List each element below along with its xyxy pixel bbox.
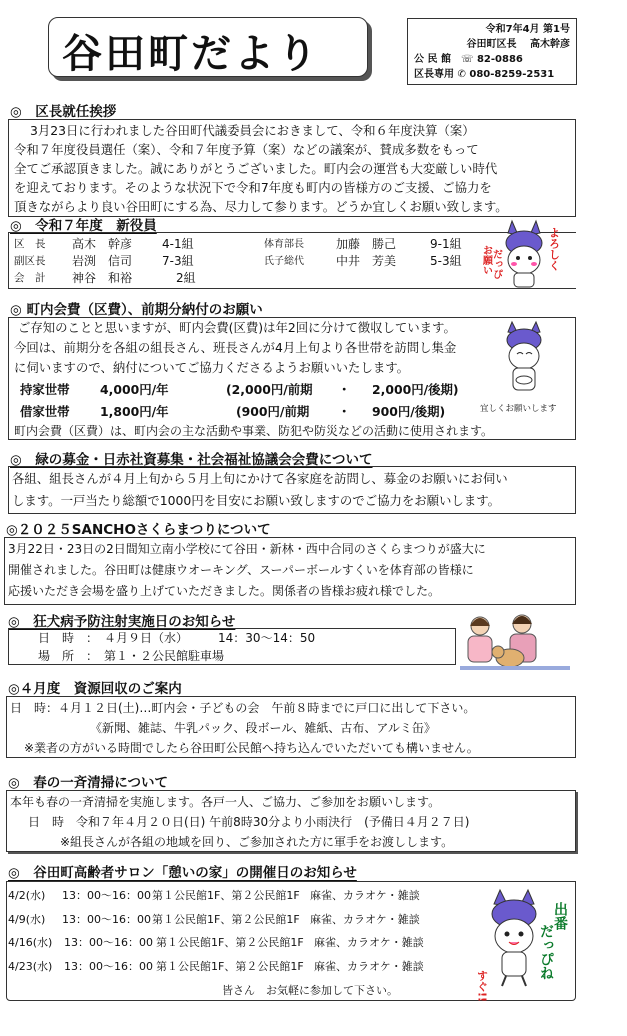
mascot-caption: 宜しくお願いします [480,404,557,414]
salon-row: 4/9(水) 13：00〜16：00 第１公民館1F、第２公民館1F 麻雀、カラオケ・雑談 [8,912,420,926]
officers-heading: ◎ 令和７年度 新役員 [10,218,157,234]
svg-text:すぐ!!: すぐ!! [475,970,489,1003]
cleanup-heading: ◎ 春の一斉清掃について [8,775,169,791]
hall-phone: 82-0886 [476,54,523,65]
salon-table [8,884,424,978]
issue-author: 谷田町区長 高木幹彦 [466,39,570,50]
chief-phone: 080-8259-2531 [469,69,555,80]
chief-phone-line [414,67,570,82]
officers-right: 体育部長 加藤 勝己 9-1組 氏子総代 中井 芳美 5-3組 [264,237,462,268]
salon-footer: 皆さん お気軽に参加して下さい。 [222,984,398,997]
hall-phone-line [414,52,570,67]
svg-text:よろしく: よろしく [547,227,561,271]
fee-row-renter: 借家世帯 1,800円/年 (900円/前期 ・ 900円/後期) [20,404,446,419]
recycle-text: 日 時：４月１２日(土)…町内会・子どもの会 午前８時までに戸口に出して下さい。 《新聞、雑誌、牛乳パック、段ボール、雑紙、古布、アルミ缶》 ※業者の方がいる時間でしたら谷田町公民館へ持ち込んでいただいても構いません。 [10,701,479,755]
fee-note: 町内会費（区費）は、町内会の主な活動や事業、防犯や防災などの活動に使用されます。 [14,424,494,438]
salon-row: 4/16(水) 13：00〜16：00 第１公民館1F、第２公民館1F 麻雀、カラオケ・雑談 [8,936,424,949]
mobile-icon: ✆ [457,69,466,80]
donation-heading: ◎ 緑の募金・日赤社資募集・社会福祉協議会会費について [10,452,373,468]
greeting-heading: ◎ 区長就任挨拶 [10,104,117,120]
issue-number: 令和7年4月 第1号 [485,24,570,35]
dog-vet-image [460,612,570,674]
phone-icon: ☏ [460,54,474,65]
officers-left: 区 長 高木 幹彦 4-1組 副区長 岩渕 信司 7-3組 会 計 神谷 和裕 2組 [14,237,196,285]
rabies-heading: ◎ 狂犬病予防注射実施日のお知らせ [8,614,236,630]
svg-text:だっぴね: だっぴね [538,924,554,980]
sakura-heading: ◎２０２５SANCHOさくらまつりについて [6,522,271,538]
fee-heading: ◎ 町内会費（区費）、前期分納付のお願い [10,302,263,318]
mascot-go-image [475,884,576,1003]
svg-text:だっぴ: だっぴ [490,249,502,279]
mascot-image [474,215,574,290]
mascot-bowing-image [494,318,554,398]
svg-text:出番: 出番 [552,902,568,930]
hall-label: 公 民 館 [414,54,451,65]
greeting-text: 3月23日に行われました谷田町代議委員会におきまして、令和６年度決算（案） 令和７年度役員選任（案）、令和７年度予算（案）などの議案が、賛成多数をもって 全てご承認頂きました。誠にありがとうございました。町内会の運営も大変厳しい時代 を迎えております。そのような状況下で令和7年度も町内の皆様方のご支援、ご協力を 頂きながらより良い谷田町にする為、尽力して参ります。どうか宜しくお願い致します。 [14,123,508,214]
donation-text: 各組、組長さんが４月上旬から５月上旬にかけて各家庭を訪問し、募金のお願いにお伺い します。一戸当たり総額で1000円を目安にお願い致しますのでご協力をお願いします。 [12,471,508,508]
salon-heading: ◎ 谷田町高齢者サロン「憩いの家」の開催日のお知らせ [8,865,357,881]
chief-label: 区長専用 [414,69,454,80]
svg-text:お願い: お願い [480,245,492,275]
fee-table [20,379,459,423]
cleanup-text: 本年も春の一斉清掃を実施します。各戸一人、ご協力、ご参加をお願いします。 日 時 令和７年４月２０日(日) 午前8時30分より小雨決行 (予備日４月２７日) ※組長さんが各組の地域を回り、ご参加された方に軍手をお渡しします。 [10,795,470,849]
fee-row-owner: 持家世帯 4,000円/年 (2,000円/前期 ・ 2,000円/後期) [20,382,459,397]
recycle-heading: ◎４月度 資源回収のご案内 [8,681,182,697]
fee-text: ご存知のことと思いますが、町内会費(区費)は年2回に分けて徴収しています。 今回は、前期分を各組の組長さん、班長さんが4月上旬より各世帯を訪問し集金 に伺いますので、納付についてご協力くださるようお願いいたします。 [14,320,457,375]
salon-row: 4/23(水) 13：00〜16：00 第１公民館1F、第２公民館1F 麻雀、カラオケ・雑談 [8,959,424,973]
newsletter-title: 谷田町だより [62,31,320,77]
issue-info-box [407,18,577,85]
salon-row: 4/2(水) 13：00〜16：00 第１公民館1F、第２公民館1F 麻雀、カラオケ・雑談 [8,889,420,902]
rabies-text: 日 時 ： ４月９日（水） 14：30〜14：50 場 所 ： 第１・２公民館駐車場 [38,631,316,663]
sakura-text: 3月22日・23日の2日間知立南小学校にて谷田・新林・西中合同のさくらまつりが盛大に 開催されました。谷田町は健康ウオーキング、スーパーボールすくいを体育部の皆様に 応援いただき会場を盛り上げていただきました。関係者の皆様お疲れ様でした。 [8,542,486,598]
